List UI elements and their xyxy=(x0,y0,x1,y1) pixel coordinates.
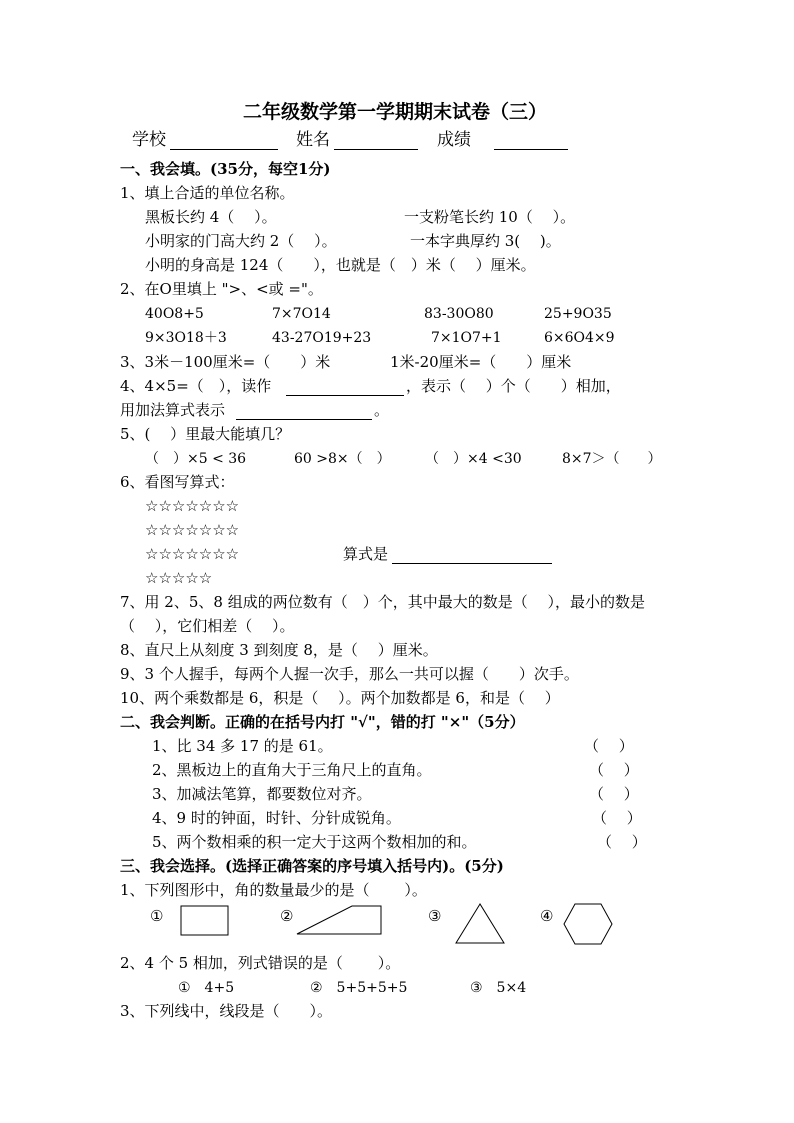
q2-item: 43-27O19+23 xyxy=(272,330,372,346)
q1-e: 小明的身高是 124（ ），也就是（ ）米（ ）厘米。 xyxy=(145,256,536,274)
s3-q3-text: 3、下列线中，线段是（ ）。 xyxy=(120,1002,333,1020)
score-label: 成绩 xyxy=(437,130,471,150)
q5-item: 8×7＞（ ） xyxy=(562,451,662,467)
q10: 10、两个乘数都是 6，积是（ ）。两个加数都是 6，和是（ ） xyxy=(120,689,560,707)
judge-item: 2、黑板边上的直角大于三角尺上的直角。 xyxy=(152,761,432,779)
judge-paren[interactable]: （ ） xyxy=(592,809,642,827)
q6-star-row: ☆☆☆☆☆☆☆ xyxy=(145,497,240,515)
q5-item: （ ）×5 < 36 xyxy=(145,451,247,467)
judge-item: 3、加减法笔算，都要数位对齐。 xyxy=(152,785,372,803)
q7-b: （ ），它们相差（ ）。 xyxy=(120,617,295,635)
judge-item: 1、比 34 多 17 的是 61。 xyxy=(152,737,333,755)
q1-a: 黑板长约 4（ ）。 xyxy=(145,208,277,226)
q2-item: 40O8+5 xyxy=(145,306,204,322)
section3-heading: 三、我会选择。(选择正确答案的序号填入括号内)。(5分) xyxy=(120,857,504,875)
rectangle-shape xyxy=(181,906,228,935)
q2-item: 25+9O35 xyxy=(544,306,612,322)
option-label[interactable]: ① xyxy=(150,907,164,925)
s3-q2-text: 2、4 个 5 相加，列式错误的是（ ）。 xyxy=(120,954,401,972)
section2-heading: 二、我会判断。正确的在括号内打 "√"，错的打 "×"（5分） xyxy=(120,713,525,731)
school-label: 学校 xyxy=(132,130,166,150)
q2-item: 83-30O80 xyxy=(424,306,494,322)
q6-star-row: ☆☆☆☆☆☆☆ xyxy=(145,545,240,563)
hexagon-shape xyxy=(564,904,612,944)
q5-text: 5、( ）里最大能填几？ xyxy=(120,425,291,443)
q6-formula-label: 算式是 xyxy=(343,545,389,563)
judge-item: 5、两个数相乘的积一定大于这两个数相加的和。 xyxy=(152,833,477,851)
q4-d: 。 xyxy=(374,401,390,419)
q6-star-row: ☆☆☆☆☆☆☆ xyxy=(145,521,240,539)
name-label: 姓名 xyxy=(296,130,330,150)
q8: 8、直尺上从刻度 3 到刻度 8，是（ ）厘米。 xyxy=(120,641,438,659)
trapezoid-shape xyxy=(297,906,381,934)
q2-item: 7×1O7+1 xyxy=(431,330,502,346)
option[interactable]: ③ 5×4 xyxy=(470,980,527,996)
judge-paren[interactable]: （ ） xyxy=(589,761,639,779)
judge-paren[interactable]: （ ） xyxy=(589,785,639,803)
q7-a: 7、用 2、5、8 组成的两位数有（ ）个，其中最大的数是（ ），最小的数是 xyxy=(120,593,645,611)
q5-item: （ ）×4 <30 xyxy=(425,451,522,467)
judge-paren[interactable]: （ ） xyxy=(584,737,634,755)
q3-a: 3、3米－100厘米=（ ）米 xyxy=(120,353,331,371)
q2-item: 6×6O4×9 xyxy=(544,330,615,346)
s3-q1-text: 1、下列图形中，角的数量最少的是（ ）。 xyxy=(120,881,427,899)
section1-heading: 一、我会填。(35分，每空1分) xyxy=(120,160,331,178)
q1-d: 一本字典厚约 3( )。 xyxy=(410,232,561,250)
q2-text: 2、在O里填上 ">、<或 ="。 xyxy=(120,280,323,298)
option-label[interactable]: ② xyxy=(280,907,294,925)
q6-star-row: ☆☆☆☆☆ xyxy=(145,569,213,587)
q2-item: 7×7O14 xyxy=(272,306,331,322)
q4-c: 用加法算式表示 xyxy=(120,401,226,419)
q5-item: 60 >8×（ ） xyxy=(294,451,391,467)
page-title: 二年级数学第一学期期末试卷（三） xyxy=(243,101,548,123)
q1-text: 1、填上合适的单位名称。 xyxy=(120,184,295,202)
option-label[interactable]: ④ xyxy=(540,907,554,925)
judge-item: 4、9 时的钟面，时针、分针成锐角。 xyxy=(152,809,401,827)
q2-item: 9×3O18＋3 xyxy=(145,330,227,346)
option[interactable]: ① 4+5 xyxy=(178,980,235,996)
option[interactable]: ② 5+5+5+5 xyxy=(310,980,408,996)
q9: 9、3 个人握手，每两个人握一次手，那么一共可以握（ ）次手。 xyxy=(120,665,579,683)
option-label[interactable]: ③ xyxy=(428,907,442,925)
q1-b: 一支粉笔长约 10（ ）。 xyxy=(404,208,576,226)
triangle-shape xyxy=(456,904,504,943)
q1-c: 小明家的门高大约 2（ ）。 xyxy=(145,232,337,250)
q6-text: 6、看图写算式： xyxy=(120,473,235,491)
q4-a: 4、4×5=（ ），读作 xyxy=(120,377,272,395)
q3-b: 1米-20厘米=（ ）厘米 xyxy=(390,353,572,371)
judge-paren[interactable]: （ ） xyxy=(597,833,647,851)
q4-b: ，表示（ ）个（ ）相加， xyxy=(406,377,621,395)
